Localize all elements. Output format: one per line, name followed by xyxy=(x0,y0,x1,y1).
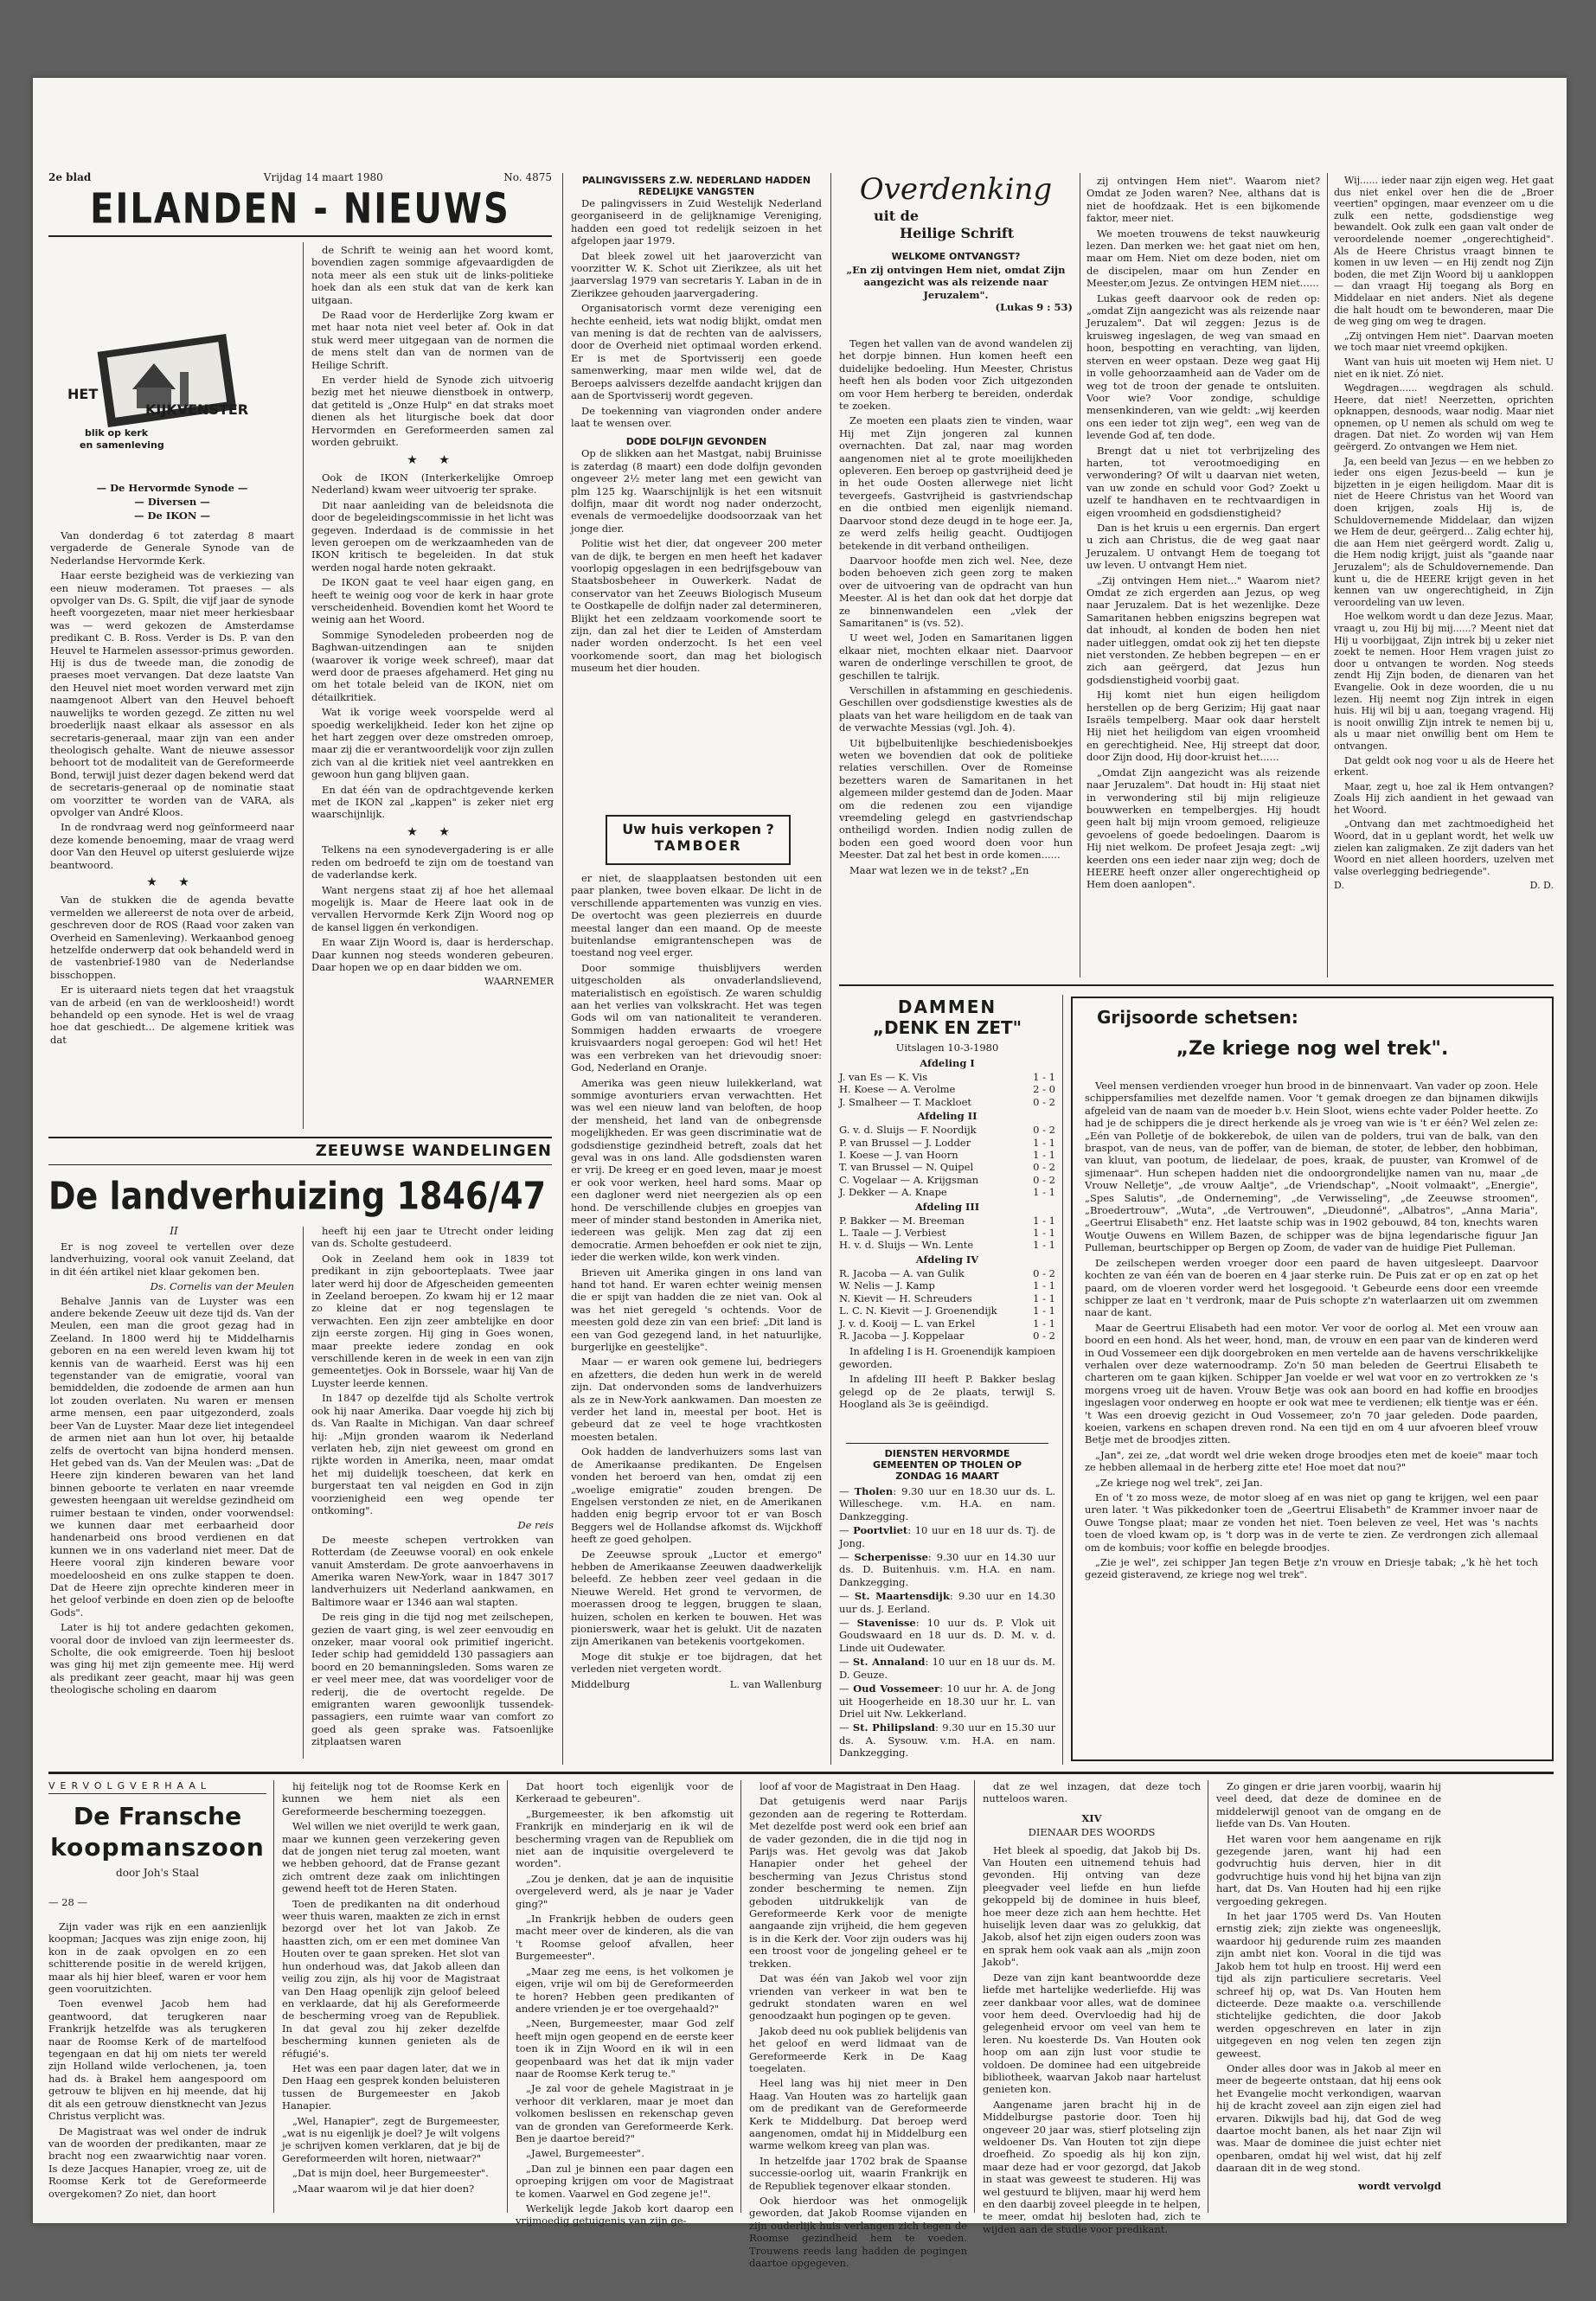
dammen-result-row xyxy=(839,1161,1055,1173)
paragraph: Uit bijbelbuitenlijke beschiedenisboekjes weten we bovendien dat ook de politieke relaties verschillen. Over de Romeinse bezetters waren de Samaritanen in het algemeen milder gestemd dan de Joden. Maar om die redenen zou een vijandige vreemdeling gelegd en gastvriendschap ontheiligd worden. Indien nodig zullen de boden een goed woord doen voor hun Meester. Dat zal het best in orde komen...... xyxy=(839,736,1073,862)
paragraph: Verschillen in afstamming en geschiedenis. Geschillen over godsdienstige kwesties als de plaats van het ware heiligdom en de taak van de verwachte Messias (vgl. Joh. 4). xyxy=(839,683,1073,734)
dammen-pairing: J. v. d. Kooij — L. van Erkel xyxy=(839,1317,976,1330)
dammen-score: 0 - 2 xyxy=(1033,1095,1055,1108)
paragraph: zij ontvingen Hem niet". Waarom niet? Omdat ze Joden waren? Nee, althans dat is niet de hoofdzaak. Het is een bijkomende faktor, meer niet. xyxy=(1086,175,1320,225)
paragraph: Werkelijk legde Jakob kort daarop een vrijmoedig getuigenis van zijn ge- xyxy=(516,2202,734,2227)
fransche-col3 xyxy=(516,1780,734,2230)
overdenking-col1 xyxy=(839,337,1073,879)
dammen-pairing: I. Koese — J. van Hoorn xyxy=(839,1149,958,1162)
dammen-results xyxy=(839,1057,1055,1342)
dammen-pairing: L. C. N. Kievit — J. Groenendijk xyxy=(839,1304,997,1317)
chapter-title: DIENAAR DES WOORDS xyxy=(1028,1826,1156,1839)
paragraph: Dit naar aanleiding van de beleidsnota die door de begeleidingscommissie in het licht was gegeven. Inderdaad is de commissie in het leven geroepen om de werkzaamheden van de IKON kritisch te begeleiden. In dat stuk werden nogal harde noten gekraakt. xyxy=(311,498,554,574)
paragraph: „Burgemeester, ik ben afkomstig uit Frankrijk en minderjarig en ik wil de bescherming vragen van de Republiek om niet aan de inquisitie overgeleverd te worden". xyxy=(516,1807,734,1870)
paragraph: Ja, een beeld van Jezus — en we hebben zo ieder ons eigen Jezus-beeld — kun je bijzetten in je eigen heiligdom. Maar dit is niet de Heere Christus van het Woord van doen krijgen, zoals Hij is, de Schuldovernemende Middelaar, dan wijzen we Hem de deur, geërgerd... Zalig echter hij, die aan Hem niet geërgerd wordt. Zalig u, die Hem nodig krijgt, juist als "gaande naar Jeruzalem"; als de Schuldovernemende. Dan kunt u, die de HEERE krijgt geven in het kennen van uw ongerechtigheid, in Zijn veroordeling van uw leven. xyxy=(1334,455,1554,608)
logo-het: HET xyxy=(67,386,99,402)
service-place: Scherpenisse xyxy=(854,1551,928,1564)
diensten-title-3: ZONDAG 16 MAART xyxy=(895,1471,999,1482)
dammen-pairing: C. Vogelaar — A. Krijgsman xyxy=(839,1173,979,1186)
fransche-col4 xyxy=(749,1780,967,2272)
paragraph: Maar — er waren ook gemene lui, bedriegers en afzetters, die deden hun werk in de wereld zijn. Dat ondervonden soms de landverhuizers als ze in New-York aankwamen. Dan moesten ze verder het land in, meestal per boot. Het is gebeurd dat ze veel te hoge vrachtkosten moesten betalen. xyxy=(571,1356,822,1443)
dammen-section xyxy=(839,997,1055,1413)
dammen-score: 1 - 1 xyxy=(1033,1292,1055,1304)
dammen-section-heading: Afdeling II xyxy=(917,1110,977,1123)
dammen-title: DAMMEN xyxy=(897,997,997,1017)
dammen-score: 0 - 2 xyxy=(1033,1173,1055,1186)
diensten-section xyxy=(839,1448,1055,1761)
paragraph: In afdeling III heeft P. Bakker beslag gelegd op de 2e plaats, terwijl S. Hoogland als 3e is geëindigd. xyxy=(839,1373,1055,1410)
paragraph: Zijn vader was rijk en een aanzienlijk koopman; Jacques was zijn enige zoon, hij kon in de zaak opvolgen en zo een schitterende positie in de wereld krijgen, maar als hij hier bleef, waren er voor hem geen vooruitzichten. xyxy=(48,1920,266,1996)
paragraph: De zeilschepen werden vroeger door een paard de haven uitgesleept. Daarvoor kochten ze van één van de boeren en 4 jaar sterke ruin. De Puis zat er op en zat op het paard, om de vloeren vorder werd het losgegooid. 't Gebeurde eens door een vreemde schipper ze laat en 't verdronk, maar de Puis schopte z'n waterlaarzen uit om zwemmen naar de kant. xyxy=(1085,1256,1538,1319)
signoff-place: Middelburg xyxy=(571,1677,631,1690)
dammen-result-row xyxy=(839,1239,1055,1251)
subhead-synode: — De Hervormde Synode — xyxy=(96,482,248,494)
paragraph: Lukas geeft daarvoor ook de reden op: „omdat Zijn aangezicht was als reizende naar Jeruzalem". Dat wil zeggen: Jezus is de kruisweg ingeslagen, de weg van smaad en hoon, bespotting en verachting, van lijden, sterven en weer opstaan. Deze weg gaat Hij in volle gehoorzaamheid aan de Vader om de weg tot de troon der genade te ontsluiten. Voor wie? Voor zondige, schuldige mensenkinderen, van wie geldt: „wij keerden ons een ieder tot zijn weg", een weg van de levende God af, ten dode. xyxy=(1086,292,1320,442)
church-service-item: — St. Philipsland: 9.30 uur en 15.30 uur ds. A. Sysouw. v.m. H.A. en nam. Dankzegging. xyxy=(839,1721,1056,1759)
signatures xyxy=(1334,880,1554,892)
paragraph: er niet, de slaapplaatsen bestonden uit een paar planken, twee boven elkaar. De licht in de verschillende appartementen was vunzig en vies. De overtocht was geen plezierreis en duurde meestal langer dan een maand. Op de meeste buitenlandse emigrantenschepen was de toestand nog veel erger. xyxy=(571,872,822,959)
paragraph: Wegdragen...... wegdragen als schuld. Heere, dat niet! Neerzetten, oprichten opknappen, desnoods, waar nodig. Maar niet opnemen, op U nemen als schuld om weg te dragen. Dat niet. Zo worden wij van Hem geërgerd. Zo ontvangen we Hem niet. xyxy=(1334,382,1554,453)
paragraph: En of 't zo moss weze, de motor sloeg af en was niet op gang te krijgen, wel een paar uren later. 't Was pikkedonker toen de „Geertrui Elisabeth" de Krammer invoer naar de Ouwe Tongse plaat; maar ze vonden het niet. Toen beleven ze veel, Het was 's nachts toen de vloed kwam op, is 't dorp was in de verte te zien. Ze verdrongen zich allemaal om de kombuis; voor koffie en belegde broodjes. xyxy=(1085,1491,1538,1554)
paragraph: Ook hadden de landverhuizers soms last van de Amerikaanse predikanten. De Engelsen vonden het beroerd van hen, omdat zij een „woelige emigratie" zouden brengen. De Engelsen verstonden ze niet, en de Amerikanen hadden enig begrip ervoor tot er van Bosch Beggers wel de Hollandse afkomst ds. Wijckhoff heeft ze goed geholpen. xyxy=(571,1445,822,1546)
paragraph: hij feitelijk nog tot de Roomse Kerk en kunnen we hem niet als een Gereformeerde bescherming toezeggen. xyxy=(282,1780,500,1817)
paragraph: Ook hierdoor was het onmogelijk geworden, dat Jakob Roomse vijanden en zijn ouderlijk huis verlangen zich tegen de Roomse gezindheid hem te voeden. Trouwens reeds lang hadden de pogingen daartoe opgegeven. xyxy=(749,2195,967,2270)
dammen-section-heading: Afdeling I xyxy=(920,1057,975,1069)
dammen-result-row xyxy=(839,1137,1055,1149)
issue-number: No. 4875 xyxy=(503,171,552,183)
paragraph: „Je zal voor de gehele Magistraat in je verhoor dit verklaren, maar je moet dan volkomen beslissen en rekenschap geven van de gronden van Gereformeerde Kerk. Ben je daartoe bereid?" xyxy=(516,2082,734,2144)
subhead-ikon: — De IKON — xyxy=(134,510,210,522)
paragraph: „Dat is mijn doel, heer Burgemeester". xyxy=(292,2167,489,2180)
paragraph: De Zeeuwse sprouk „Luctor et emergo" hebben de Amerikaanse Zeeuwen daadwerkelijk beleefd. Ze hebben zeer veel gedaan in die Nieuwe Wereld. Het grond te vervormen, de moerassen droog te leggen, bruggen te slaan, huizen, scholen en kerken te bouwen. Het was pionierswerk, waar het is gelukt. Uit de nazaten zijn Amerikanen van betekenis voortgekomen. xyxy=(571,1548,822,1648)
paragraph: Daarvoor hoofde men zich wel. Nee, deze boden behoeven zich geen zorg te maken over de uitvoering van de opdracht van hun Meester. Al is het dan ook dat het dorpje dat ze binnenwandelen een „vlek der Samaritanen" is (vs. 52). xyxy=(839,554,1073,629)
paragraph: Want van huis uit moeten wij Hem niet. U niet en ik niet. Zó niet. xyxy=(1334,356,1554,380)
paragraph: Jakob deed nu ook publiek belijdenis van het geloof en werd lidmaat van de Gereformeerde Kerk in De Kaag toegelaten. xyxy=(749,2024,967,2074)
service-text: 9.30 uur en 14.30 uur ds. D. Buitenhuis. v.m. H.A. en nam. Dankzegging. xyxy=(839,1551,1056,1588)
dammen-result-row xyxy=(839,1317,1055,1330)
dammen-score: 1 - 1 xyxy=(1033,1227,1055,1240)
service-text: 10 uur en 18 uur ds. Tj. de Jong. xyxy=(839,1524,1056,1549)
paragraph: Brengt dat u niet tot verbrijzeling des harten, tot verootmoediging en verwondering? Of wilt u daarvan niet weten, van uw zonde en schuld voor God? Zoekt u uzelf te handhaven en te rechtvaardigen in eigen vroomheid en godsdienstigheid? xyxy=(1086,444,1320,519)
service-text: 9.30 uur en 14.30 uur ds. J. Eerland. xyxy=(839,1590,1056,1615)
dammen-result-row xyxy=(839,1292,1055,1304)
dammen-pairing: P. van Brussel — J. Lodder xyxy=(839,1136,971,1149)
paragraph: En waar Zijn Woord is, daar is herderschap. Daar kunnen nog steeds wonderen gebeuren. Daar hopen we op en daar bidden we om. xyxy=(311,936,554,973)
paragraph: „Zie je wel", zei schipper Jan tegen Betje z'n vrouw en Driesje tabak; „'k hè het toch gezeid gisteravend, ze kriege nog wel trek". xyxy=(1085,1556,1538,1581)
ad-line1: Uw huis verkopen ? xyxy=(622,821,774,837)
paragraph: Dat hoort toch eigenlijk voor de Kerkeraad te gebeuren". xyxy=(516,1780,734,1805)
sign-left: D. xyxy=(1334,880,1344,892)
paragraph: Veel mensen verdienden vroeger hun brood in de binnenvaart. Van vader op zoon. Hele schippersfamilies met dezelfde namen. Voor 't gemak droegen ze dan bijnamen dikwijls afgeleid van de naam van de moeder b.v. Hein Sloot, wiens echte vader Polder heette. Zo had je de schippers die je direct herkende als je vroeg van wie is 't er één? Wel zelen ze: „Eén van Polletje of de bokkerebok, de uilen van de polders, trui van de balk, van den braspot, van de neus, van de poffer, van de bieman, de stoter, de lebber, den hobbiman, van kluut, van pootum, de liedelaar, de poes, kraak, de puuster, van Kromwel of de sjimenaar". Hun schepen hadden niet die ondoorgrondelijke namen van nu, maar „de Vrouw Nelletje", „de vrouw Aaltje", „de Vriendschap", „Nooit volmaakt", „Energie", „Spes Salutis", „de Onderneming", „de Verwisseling", „de Zeeuwse stroomen", „Broedertrouw", „Wuta", „de Vertrouwen", „Dieudonné", „Albatros", „Anna Maria", „Geertrui Elisabeth" enz. Het laatste schip was in 1902 gebouwd, 84 ton, knechts waren Woutje Ouwens en Willem Bazen, de schipper was de bijna legendarische figuur Jan Pulleman, beurtschipper op Bergen op Zoom, de vader van de huidige Piet Pulleman. xyxy=(1085,1080,1538,1254)
paragraph: In afdeling I is H. Groenendijk kampioen geworden. xyxy=(839,1345,1055,1370)
dammen-score: 2 - 0 xyxy=(1033,1083,1055,1096)
wandelingen-part: II xyxy=(170,1225,178,1237)
paragraph: Het bleek al spoedig, dat Jakob bij Ds. Van Houten een uitnemend tehuis had gevonden. Hij ontving van deze pleegvader veel liefde en hun liefde gekoppeld bij de dominee in huis bleef, hoe meer deze zich aan hem hechtte. Het huiselijk leven daar was zo gelukkig, dat Jakob, alsof het zijn eigen ouders zoon was en sprak hem ook vaak aan als „mijn zoon Jakob". xyxy=(983,1843,1201,1969)
paragraph: „Ze kriege nog wel trek", zei Jan. xyxy=(1095,1476,1263,1489)
overdenking-sub2: Heilige Schrift xyxy=(900,225,1015,241)
kijkvenster-logo xyxy=(50,337,292,467)
paragraph: „Jawel, Burgemeester". xyxy=(526,2147,644,2160)
church-service-item: — St. Maartensdijk: 9.30 uur en 14.30 uur ds. J. Eerland. xyxy=(839,1590,1056,1615)
dammen-pairing: L. Taale — J. Verbiest xyxy=(839,1227,946,1240)
fransche-col6 xyxy=(1216,1780,1441,2192)
paragraph: „Maar zeg me eens, is het volkomen je eigen, vrije wil om bij de Gereformeerden te horen? Hebben geen predikanten of andere vrienden je er toe overgehaald?" xyxy=(516,1965,734,2015)
grijsoorde-title: „Ze kriege nog wel trek". xyxy=(1176,1038,1449,1060)
dammen-pairing: J. Dekker — A. Knape xyxy=(839,1186,947,1199)
overdenking-col3 xyxy=(1334,175,1554,892)
service-place: Oud Vossemeer xyxy=(853,1682,940,1695)
kijkvenster-subheads xyxy=(50,480,294,523)
paragraph: Maar, zegt u, hoe zal ik Hem ontvangen? Zoals Hij zich aandient in het gewaad van het Woord. xyxy=(1334,780,1554,816)
newspaper-page xyxy=(33,78,1567,2270)
service-place: Tholen xyxy=(854,1485,894,1497)
dammen-result-row xyxy=(839,1124,1055,1136)
paragraph: Aangename jaren bracht hij in de Middelburgse pastorie door. Toen hij ongeveer 20 jaar was, stierf plotseling zijn weldoener Ds. Van Houten tot zijn diepe droefheid. Zo spoedig als hij kon zijn, maar deze had er voor gezorgd, dat Jakob in staat was geweest te studeren. Hij was wel gestuurd te blijven, maar hij werd hem en den daarbij zoveel pleegde in te helpen, te meer, omdat hij besloten had, zich te wijden aan de studie voor predikant. xyxy=(983,2098,1201,2235)
paragraph: Haar eerste bezigheid was de verkiezing van een nieuw moderamen. Tot praeses — als opvolger van Ds. G. Spilt, die vijf jaar de synode heeft voorgezeten, maar niet meer herkiesbaar was — werd gekozen de Amsterdamse predikant C. B. Ross. Verder is Ds. P. van den Heuvel te Harmelen assessor-primus geworden. Hij is dus de tweede man, die zonodig de praeses moet vervangen. Dat deze laatste Van den Heuvel niet moet worden verward met zijn naamgenoot Albert van den Heuvel behoeft nauwelijks te worden gezegd. Ze zitten nu wel broederlijk naast elkaar als assessor en als secretaris-generaal, maar zijn van een ander theologisch gehalte. Want de nieuwe assessor behoort tot de modaliteit van de Gereformeerde Bond, terwijl juist dezer dagen bekend werd dat de secretaris-generaal op de nominatie staat om voorzitter te worden van de VARA, als opvolger van André Kloos. xyxy=(50,569,294,818)
church-service-item: — Tholen: 9.30 uur en 18.30 uur ds. L. Willeschege. v.m. H.A. en nam. Dankzegging. xyxy=(839,1485,1056,1522)
dammen-score: 1 - 1 xyxy=(1033,1136,1055,1149)
paragraph: Door sommige thuisblijvers werden uitgescholden als onvaderlandslievend, materialistisch en egoïstisch. Ze waren schuldig aan het verlies van volkskracht. Het was tegen Gods wil om van nationaliteit te veranderen. Sommigen hadden erwaarts de vroegere kruisvaarders nogal geroepen: God wil het! Het was een verbreken van het drievoudig snoer: God, Nederland en Oranje. xyxy=(571,961,822,1074)
church-service-item: — Oud Vossemeer: 10 uur hr. A. de Jong uit Hoogerheide en 18.30 uur hr. L. van Driel uit Nw. Lekkerland. xyxy=(839,1682,1056,1720)
paragraph: Wat ik vorige week voorspelde werd al spoedig werkelijkheid. Ieder kon het zijne op het hart zeggen over deze omstreden omroep, maar zij die er verantwoordelijk voor zijn zullen zich van al die kritiek niet veel aantrekken en gewoon hun gang blijven gaan. xyxy=(311,706,554,781)
dammen-pairing: J. van Es — K. Vis xyxy=(839,1071,928,1083)
paragraph: Moge dit stukje er toe bijdragen, dat het verleden niet vergeten wordt. xyxy=(571,1650,822,1676)
dammen-pairing: G. v. d. Sluijs — F. Noordijk xyxy=(839,1124,977,1137)
dammen-result-row xyxy=(839,1304,1055,1317)
ad-line2: TAMBOER xyxy=(654,837,742,854)
service-text: 9.30 uur en 18.30 uur ds. L. Willeschege. v.m. H.A. en nam. Dankzegging. xyxy=(839,1485,1056,1522)
paragraph: Deze van zijn kant beantwoordde deze liefde met hartelijke wederliefde. Hij was zeer dankbaar voor alles, wat de dominee voor hem deed. Overvloedig had hij de gelegenheid ervoor om veel van hem te leren. Nu koesterde Ds. Van Houten ook hoop om aan zijn lust voor studie te voldoen. De dominee had een uitgebreide bibliotheek, waarvan Jakob naar hartelust genieten kon. xyxy=(983,1971,1201,2096)
paragraph: De palingvissers in Zuid Westelijk Nederland georganiseerd in de gelijknamige Vereniging, hadden een goed tot redelijk seizoen in het afgelopen jaar 1979. xyxy=(571,197,822,247)
dammen-score: 0 - 2 xyxy=(1033,1329,1055,1342)
feuilleton-author: door Joh's Staal xyxy=(116,1867,199,1879)
dammen-score: 1 - 1 xyxy=(1033,1149,1055,1162)
paragraph: „Jan", zei ze, „dat wordt wel drie weken droge broodjes eten met de koeie" maar toch ze hebben allemaal in de herberg zitte ete! Hoe moet dat nou?" xyxy=(1085,1448,1538,1474)
paragraph: En dat één van de opdrachtgevende kerken met de IKON zal „kappen" is zeker niet erg waarschijnlijk. xyxy=(311,783,554,821)
page-number: 2e blad xyxy=(48,171,92,183)
dammen-score: 0 - 2 xyxy=(1033,1266,1055,1279)
paragraph: Ze moeten een plaats zien te vinden, waar Hij met Zijn jongeren zal kunnen overnachten. Dat zal, naar mag worden aangenomen niet al te grote moeilijkheden opleveren. Een beroep op gastvrijheid deed je in het oude Oosten allerwege niet licht tevergeefs. Gastvrijheid is gastvriendschap en die ontbied men eigenlijk niemand. Daarvoor stond deze deugd in te hoge eer. Ja, ze werd zelfs heilig geacht. Oudtijogen betekende in dit verband ontheiligen. xyxy=(839,414,1073,552)
paper-title: EILANDEN - NIEUWS xyxy=(90,185,510,234)
paragraph: Op de slikken aan het Mastgat, nabij Bruinisse is zaterdag (8 maart) een dode dolfijn gevonden ongeveer 2½ meter lang met een gewicht van plm 125 kg. Waarschijnlijk is het een witsnuit dolfijn, maar dit wordt nog nader onderzocht, evenals de vermoedelijke doodsoorzaak van het jonge dier. xyxy=(571,447,822,535)
paragraph: Heel lang was hij niet meer in Den Haag. Van Houten was zo hartelijk gaan om de predikant van de Gereformeerde Kerk te Middelburg. Dat beroep werd aangenomen, omdat hij in Middelburg een warme welkom kreeg van plan was. xyxy=(749,2077,967,2152)
paragraph: Er is nog zoveel te vertellen over deze landverhuizing, vooral ook vanuit Zeeland, dat in dit één artikel niet klaar gekomen ben. xyxy=(50,1240,294,1278)
chapter-number: XIV xyxy=(1081,1811,1102,1824)
overdenking-sub1: uit de xyxy=(874,208,920,224)
diensten-title-2: GEMEENTEN OP THOLEN OP xyxy=(872,1459,1022,1471)
service-place: Stavenisse xyxy=(856,1617,916,1630)
paragraph: Politie wist het dier, dat ongeveer 200 meter van de dijk, te bergen en men heeft het kadaver voorlopig opgeslagen in een bedrijfsgebouw van Staatsbosbeheer in Ouwerkerk. Nadat de conservator van het Zeeuws Biologisch Museum te Oostkapelle de dolfijn nader zal determineren, Blijkt het een zeldzaam voorkomende soort te zijn, dan zal het dier te Leiden of Amsterdam nader worden onderzocht. Is het een veel voorkomende soort, dan mag het biologisch museum het dier houden. xyxy=(571,537,822,675)
service-text: 10 uur hr. A. de Jong uit Hoogerheide en 18.30 uur hr. L. van Driel uit Nw. Lekkerland. xyxy=(839,1682,1056,1720)
paragraph: En verder hield de Synode zich uitvoerig bezig met het nieuwe dienstboek in ontwerp, dat getiteld is „Onze Hulp" en dat straks moet dienen als het liturgische boek dat door Hervormden en Gereformeerden samen zal worden gebruikt. xyxy=(311,374,554,449)
church-service-item: — Stavenisse: 10 uur ds. P. Vlok uit Goudswaard en 18 uur ds. D. M. v. d. Linde uit Oudewater. xyxy=(839,1617,1056,1654)
dammen-score: 1 - 1 xyxy=(1033,1071,1055,1083)
overdenking-kicker: WELKOME ONTVANGST? xyxy=(891,251,1021,262)
feuilleton-title-1: De Fransche xyxy=(73,1802,242,1830)
kijkvenster-col1 xyxy=(50,529,294,1048)
service-place: St. Maartensdijk xyxy=(854,1590,950,1603)
signoff-author: L. van Wallenburg xyxy=(729,1677,822,1690)
to-be-continued: wordt vervolgd xyxy=(1358,2179,1441,2192)
paragraph: Van donderdag 6 tot zaterdag 8 maart vergaderde de Generale Synode van de Nederlandse Hervormde Kerk. xyxy=(50,529,294,567)
dammen-result-row xyxy=(839,1096,1055,1108)
paragraph: In 1847 op dezelfde tijd als Scholte vertrok ook hij naar Amerika. Daar voegde hij zich bij ds. Van Raalte in Michigan. Van daar schreef hij: „Mijn gronden waarom ik Nederland verlaten heb, zijn niet geweest om grond en rijkte worden in Amerika, neen, maar omdat het mij duidelijk toescheen, dat kerk en burgerstaat ten val neigden en God in zijn voorzienigheid een weg opende ter ontkoming". xyxy=(311,1392,554,1516)
dammen-pairing: P. Bakker — M. Breeman xyxy=(839,1214,965,1227)
paragraph: Van de stukken die de agenda bevatte vermelden we allereerst de nota over de arbeid, geschreven door de ROS (Raad voor zaken van Overheid en Samenleving). Werkaanbod genoeg hetzelfde onderwerp dat ook behandeld werd in de vastenbrief-1980 van de Nederlandse bisschoppen. xyxy=(50,894,294,981)
paragraph: Wij...... ieder naar zijn eigen weg. Het gaat dus niet enkel over hen die de „Broer veertien" opgingen, maar evenzeer om u die zulk een nette, godsdienstige weg bewandelt. Ook zulk een gaan valt onder de veroordelende noemer „ongerechtigheid". Als de Heere Christus vraagt binnen te komen in uw leven — en Hij zendt nog Zijn boden, die met Zijn Woord bij u aankloppen — dan vraagt Hij toegang als Borg en Middelaar en niet anders. Niet als degene die halt houdt om te bewonderen, maar Die de weg ging om weg te dragen. xyxy=(1334,175,1554,328)
subhead-diversen: — Diversen — xyxy=(134,496,210,508)
section-stars: ★ ★ xyxy=(146,875,198,889)
paragraph: „Zij ontvingen Hem niet..." Waarom niet? Omdat ze zich ergerden aan Jezus, op weg naar Jeruzalem. Dat is het wezenlijke. Deze Samaritanen hebben enigszins begrepen wat dat inhoudt, al konden de boden hen niet nader uitleggen, omdat ook zij het ten diepste niet verstonden. Ze hebben begrepen — en er zich aan geërgerd, dat Jezus hun godsdienstigheid voorbij gaat. xyxy=(1086,574,1320,686)
paragraph: De Raad voor de Herderlijke Zorg kwam er met haar nota niet veel beter af. Ook in dat stuk werd meer uitgegaan van de normen die de mens stelt dan van de normen van de Heilige Schrift. xyxy=(311,309,554,371)
dammen-result-row xyxy=(839,1330,1055,1342)
service-text: 9.30 uur en 15.30 uur ds. A. Sysouw. v.m. H.A. en nam. Dankzegging. xyxy=(839,1721,1056,1759)
dammen-result-row xyxy=(839,1174,1055,1186)
dammen-pairing: H. v. d. Sluijs — Wn. Lente xyxy=(839,1239,974,1252)
service-text: 10 uur en 18 uur ds. M. D. Geuze. xyxy=(839,1656,1056,1681)
paragraph: U weet wel, Joden en Samaritanen liggen elkaar niet, mochten elkaar niet. Daarvoor waren de onderlinge verschillen te groot, de geschillen te talrijk. xyxy=(839,631,1073,682)
paragraph: De meeste schepen vertrokken van Rotterdam (de Zeeuwse vooral) en ook enkele vanuit Amsterdam. De grote aanvoerhavens in Amerika waren New-York, waar in 1847 3017 landverhuizers uit Nederland aankwamen, en Baltimore waar er 1346 aan wal stapten. xyxy=(311,1533,554,1608)
church-service-item: — St. Annaland: 10 uur en 18 uur ds. M. D. Geuze. xyxy=(839,1656,1056,1681)
paragraph: Want nergens staat zij af hoe het allemaal mogelijk is. Maar de Heere laat ook in de vervallen Hervormde Kerk Zijn Woord nog op de kansel liggen én verkondigen. xyxy=(311,883,554,933)
masthead xyxy=(48,171,552,232)
paragraph: „Omdat Zijn aangezicht was als reizende naar Jeruzalem". Dat houdt in: Hij staat niet in verwondering stil bij mijn religieuze bouwwerken en tempelbergjes. Hij houdt geen halt bij mijn vroom gemoed, religieuze gevoelens of goede bedoelingen. Daarom is Hij niet welkom. De profeet Jesaja zegt: „wij keerden ons een ieder naar zijn weg; doch de HEERE heeft onzer aller ongerechtigheid op Hem doen aanlopen". xyxy=(1086,766,1320,891)
paragraph: „In Frankrijk hebben de ouders geen macht meer over de kinderen, als die van 't Roomse geloof afvallen, heer Burgemeester". xyxy=(516,1913,734,1963)
overdenking-ref: (Lukas 9 : 53) xyxy=(995,301,1073,314)
paragraph: Wel willen we niet overijld te werk gaan, maar we kunnen geen verzekering geven dat de jongen niet terug zal moeten, want we hebben gehoord, dat de Franse gezant zich omtrent deze zaak om inlichtingen gewend heeft tot de Heren Staten. xyxy=(282,1820,500,1895)
paragraph: Ook de IKON (Interkerkelijke Omroep Nederland) kwam weer uitvoerig ter sprake. xyxy=(311,471,554,497)
logo-tagline-1: blik op kerk xyxy=(85,427,149,439)
paragraph: „Ontvang dan met zachtmoedigheid het Woord, dat in u geplant wordt, het welk uw zielen kan zaligmaken. Ze zijt daders van het Woord en niet alleen hoorders, uzelven met valse overlegging bedriegende". xyxy=(1334,818,1554,877)
article-headline: PALINGVISSERS Z.W. NEDERLAND HADDEN REDELIJKE VANGSTEN xyxy=(581,175,811,197)
dammen-club: „DENK EN ZET" xyxy=(872,1017,1022,1038)
article-headline: DODE DOLFIJN GEVONDEN xyxy=(625,436,767,448)
dammen-score: 1 - 1 xyxy=(1033,1317,1055,1330)
wandelingen-title: De landverhuizing 1846/47 xyxy=(48,1174,547,1218)
dammen-result-row xyxy=(839,1071,1055,1083)
overdenking-verse: „En zij ontvingen Hem niet, omdat Zijn aangezicht was als reizende naar Jeruzalem". xyxy=(846,264,1066,301)
dammen-score: 0 - 2 xyxy=(1033,1161,1055,1174)
dammen-pairing: J. Smalheer — T. Mackloet xyxy=(839,1095,972,1108)
section-stars: ★ ★ xyxy=(407,452,458,467)
section-subhead: Ds. Cornelis van der Meulen xyxy=(150,1280,294,1293)
paragraph: De toekenning van viagronden onder andere laat te wensen over. xyxy=(571,404,822,429)
paragraph: In de rondvraag werd nog geïnformeerd naar deze komende benoeming, maar de vraag werd door Van den Heuvel op uiterst gesluierde wijze beantwoord. xyxy=(50,821,294,871)
feuilleton-kicker: VERVOLGVERHAAL xyxy=(48,1780,266,1794)
paragraph: „Dan zul je binnen een paar dagen een oproeping krijgen om voor de Magistraat te komen. Vaarwel en God zegene je!". xyxy=(516,2162,734,2200)
dammen-pairing: T. van Brussel — N. Quipel xyxy=(839,1161,974,1174)
dammen-section-heading: Afdeling III xyxy=(914,1200,980,1213)
paragraph: loof af voor de Magistraat in Den Haag. xyxy=(760,1780,960,1792)
byline: WAARNEMER xyxy=(484,976,554,988)
fransche-col2 xyxy=(282,1780,500,2197)
dammen-pairing: R. Jacoba — J. Koppelaar xyxy=(839,1329,965,1342)
paragraph: „Maar waarom wil je dat hier doen? xyxy=(292,2182,475,2195)
paragraph: „Wel, Hanapier", zegt de Burgemeester, „wat is nu eigenlijk je doel? Je wilt volgens je schrijven komen verklaren, dat je bij de Gereformeerden wilt horen, nietwaar?" xyxy=(282,2114,500,2164)
paragraph: Toen de predikanten na dit onderhoud weer thuis waren, maakten ze zich in ernst bezorgd over het lot van Jakob. Ze haastten zich, om er een met dominee Van Houten over te gaan spreken. Het slot van hun onderhoud was, dat Jakob alleen dan veilig zou zijn, als hij voor de Magistraat van Den Haag openlijk zijn geloof beleed en verklaarde, dat hij als Gereformeerde de bescherming vroeg van de Republiek. In dat geval zou hij zeker dezelfde bescherming kunnen genieten als de réfugié's. xyxy=(282,1897,500,2060)
paragraph: Maar wat lezen we in de tekst? „En xyxy=(849,863,1029,876)
church-service-item: — Poortvliet: 10 uur en 18 uur ds. Tj. de Jong. xyxy=(839,1524,1056,1549)
church-service-item: — Scherpenisse: 9.30 uur en 14.30 uur ds. D. Buitenhuis. v.m. H.A. en nam. Dankzegging. xyxy=(839,1551,1056,1588)
paragraph: De IKON gaat te veel haar eigen gang, en heeft te weinig oog voor de kerk in haar grote verscheidenheid. Bovendien komt het Woord te weinig aan het Woord. xyxy=(311,576,554,626)
paragraph: Dat bleek zowel uit het jaaroverzicht van voorzitter W. K. Schot uit Zierikzee, als uit het jaarverslag 1979 van secretaris Y. Laban in de in Zierikzee gehouden jaarvergadering. xyxy=(571,249,822,299)
paragraph: „Zou je denken, dat je aan de inquisitie overgeleverd werd, als je naar je Vader ging?" xyxy=(516,1872,734,1910)
wandelingen-kicker: ZEEUWSE WANDELINGEN xyxy=(315,1142,552,1160)
fransche-header xyxy=(48,1780,266,1908)
dammen-result-row xyxy=(839,1083,1055,1095)
issue-date: Vrijdag 14 maart 1980 xyxy=(263,171,383,183)
paragraph: Sommige Synodeleden probeerden nog de Baghwan-uitzendingen aan te snijden (waarover ik vorige week schreef), maar dat werd door de praeses afgehamerd. Het ging nu om het totale beleid van de IKON, niet om détailkritiek. xyxy=(311,628,554,703)
dammen-pairing: H. Koese — A. Verolme xyxy=(839,1083,956,1096)
paragraph: Brieven uit Amerika gingen in ons land van hand tot hand. Er waren echter weinig mensen die er spijt van hadden die ze niet van. Ook al was het niet geregeld 's ochtends. Voor de meesten gold deze zin van een brief: „Dit land is een van God gezegend land, in het natuurlijke, burgerlijke en geestelijke". xyxy=(571,1266,822,1354)
paragraph: Hij komt niet hun eigen heiligdom herstellen op de berg Gerizim; Hij gaat naar Israëls tempelberg. Maar ook daar herstelt Hij niet het heiligdom van eigen vroomheid en gerechtigheid. Nee, Hij streept dat door, door Zijn dood, Hij door-kruist het...... xyxy=(1086,689,1320,764)
tamboer-ad xyxy=(606,815,791,865)
overdenking-header xyxy=(839,171,1073,314)
dammen-score: 1 - 1 xyxy=(1033,1214,1055,1227)
section-stars: ★ ★ xyxy=(407,824,458,839)
paragraph: „Neen, Burgemeester, maar God zelf heeft mijn ogen geopend en de eerste keer toen ik in Zijn Woord en ik wil in een geopenbaard was het dat ik mijn vader naar de Roomse Kerk terug te." xyxy=(516,2017,734,2080)
dammen-date: Uitslagen 10-3-1980 xyxy=(895,1042,999,1054)
palingvissers-article xyxy=(571,175,822,677)
paragraph: Hoe welkom wordt u dan deze Jezus. Maar, vraagt u, zou Hij bij mij......? Meent niet dat Hij u voorbijgaat, Zijn intrek bij u zeker niet zoekt te nemen. Hoor Hem vragen juist zo door u ontvangen te worden. Nog steeds zendt Hij Zijn boden, de dienaren van het Evangelie. Ook in deze woorden, die u nu lezen. Hij neemt nog Zijn intrek in eigen huis. Hij wil bij u aan, toegang vragend. Hij is nooit onwillig Zijn intrek te nemen bij u, als u maar niet onwillig bent om Hem te ontvangen. xyxy=(1334,611,1554,752)
paragraph: We moeten trouwens de tekst nauwkeurig lezen. Dan merken we: het gaat niet om hen, maar om Hem. Niet om deze boden, niet om de discipelen, maar om hun Zender en Meester,om Jezus. Ze ontvingen HEM niet...... xyxy=(1086,227,1320,290)
paragraph: Ook in Zeeland hem ook in 1839 tot predikant in zijn geboorteplaats. Twee jaar later werd hij door de Afgescheiden gemeenten in Zeeland beroepen. Zo kwam hij er 12 maar zo kleine dat er nog tegenslagen te verwachten. Een zijn zeer ambtelijke en door zijn eerste zorgen. Hij ging in Goes wonen, maar preekte iedere zondag en ook verschillende keren in de week in een van zijn gemeentetjes. Ook in Borssele, waar hij Van de Luyster leerde kennen. xyxy=(311,1252,554,1389)
overdenking-title: Overdenking xyxy=(859,172,1053,207)
paragraph: Amerika was geen nieuw luilekkerland, wat sommige avonturiers ervan verwachtten. Het was wel een nieuw land van beloften, de hoop der mensheid, het land van de onbegrensde mogelijkheden. Er was geen discriminatie wat de godsdienstige gezindheid betreft, zoals dat het geval was in ons land. Alle godsdiensten waren er vrij. De kreeg er en goed leven, maar je moest er ook voor werken, heel hard soms. Maar op een dagloner werd niet neergezien als op een hond. De verschillende clubjes en groepjes van meer of minder stand bestonden in Amerika niet, iedereen was gelijk. Men zag dat zij een democratie. Armen behoefden er ook niet te zijn, ieder die werken wilde, kon werk vinden. xyxy=(571,1076,822,1264)
grijsoorde-box xyxy=(1071,997,1554,1761)
paragraph: Het waren voor hem aangename en rijk gezegende jaren, want hij had een godvruchtig huis derven, hier in dit godvruchtige huis vond hij het bijna van zijn hart, dat Ds. Van Houten had hij een rijke vergoeding gekregen. xyxy=(1216,1832,1441,1907)
dammen-result-row xyxy=(839,1215,1055,1227)
dammen-result-row xyxy=(839,1186,1055,1198)
fransche-col5 xyxy=(983,1780,1201,2238)
paragraph: De Magistraat was wel onder de indruk van de woorden der predikanten, maar ze bracht nog een zwaarwichtig naar voren. Is deze Jacques Hanapier, vroeg ze, uit de Roomse Kerk tot de Gereformeerde overgekomen? Zo niet, dan hoort xyxy=(48,2125,266,2200)
paragraph: Onder alles door was in Jakob al meer en meer de begeerte ontstaan, dat hij eens ook het Evangelie mocht verkondigen, waarvan hij de kracht zoveel aan zijn eigen ziel had ervaren. Dikwijls bad hij, dat God de weg daartoe mocht banen, als het naar Zijn wil was. Maar de dominee die juist echter niet openbaren, omdat hij wel wist, dat hij zelf daaraan dit in de weg stond. xyxy=(1216,2061,1441,2175)
dammen-pairing: N. Kievit — H. Schreuders xyxy=(839,1292,972,1304)
paragraph: Toen evenwel Jacob hem had geantwoord, dat terugkeren naar Frankrijk hetzelfde was als terugkeren naar de Roomse Kerk of de martelfood tegengaan en dat hij om niets ter wereld zijn Holland wilde verlochenen, ja, toen had ds. à Brakel hem aangespoord om getrouw te blijven en hij meende, dat hij dit als een getrouw dienstknecht van Jezus Christus verplicht was. xyxy=(48,1997,266,2123)
overdenking-col2 xyxy=(1086,175,1320,894)
dammen-result-row xyxy=(839,1227,1055,1239)
paragraph: Telkens na een synodevergadering is er alle reden om bedroefd te zijn om de toestand van de vaderlandse kerk. xyxy=(311,843,554,881)
diensten-list xyxy=(839,1485,1055,1759)
paragraph: de Schrift te weinig aan het woord komt, bovendien zagen sommige afgevaardigden de nota meer als een stuk uit de links-politieke hoek dan als een stuk dat van de kerk kan uitgaan. xyxy=(311,244,554,306)
dammen-score: 1 - 1 xyxy=(1033,1279,1055,1292)
paragraph: Dan is het kruis u een ergernis. Dan ergert u zich aan Christus, die de weg gaat naar Jeruzalem. U ontvangt Hem de toegang tot uw leven. U ontvangt Hem niet. xyxy=(1086,521,1320,572)
paragraph: In het jaar 1705 werd Ds. Van Houten ernstig ziek; zijn ziekte was ongeneeslijk, waardoor hij gedurende ruim zes maanden zijn ambt niet kon. Vooral in die tijd was Jakob hem tot hulp en troost. Hij werd een tijd als zijn particuliere secretaris. Veel schreef hij op, wat Ds. Van Houten hem dicteerde. Deze maakte o.a. verschillende stichtelijke gedichten, die door Jakob werden opgeschreven en later in zijn uitgegeven en nog velen ten zegen zijn geweest. xyxy=(1216,1910,1441,2060)
paragraph: Zo gingen er drie jaren voorbij, waarin hij veel deed, dat deze de dominee en de middelerwijl genoot van de omgang en de liefde van Ds. Van Houten. xyxy=(1216,1780,1441,1830)
dammen-score: 1 - 1 xyxy=(1033,1304,1055,1317)
feuilleton-title-2: koopmanszoon xyxy=(50,1833,265,1862)
logo-kijkvenster: KIJKVENSTER xyxy=(145,401,249,418)
wandelingen-col2 xyxy=(311,1225,554,1751)
paragraph: Dat getuigenis werd naar Parijs gezonden aan de regering te Rotterdam. Met dezelfde post werd ook een brief aan de vader gezonden, die in die tijd nog in Parijs was. Het gevolg was dat Jakob Hanapier onder het geheel der bescherming van Jezus Christus stond zonder bescherming te nemen. Zijn geboden uitdrukkelijk van de Gereformeerde Kerk voor de menigte aangaande zijn vrijheid, die hem gegeven is in die Kerk der. Voor zijn ouders was hij een troost voor de jongeling geheel er te trekken. xyxy=(749,1795,967,1970)
dammen-result-row xyxy=(839,1149,1055,1161)
service-place: St. Annaland xyxy=(852,1656,926,1669)
signoff xyxy=(571,1678,822,1690)
paragraph: „Zij ontvingen Hem niet". Daarvan moeten we toch maar niet vreemd opkijken. xyxy=(1334,330,1554,354)
dammen-result-row xyxy=(839,1267,1055,1279)
dammen-section-heading: Afdeling IV xyxy=(915,1253,979,1266)
service-place: St. Philipsland xyxy=(852,1721,936,1734)
logo-tagline-2: en samenleving xyxy=(80,439,164,451)
landverhuizing-continued xyxy=(571,872,822,1690)
service-place: Poortvliet xyxy=(853,1524,908,1537)
paragraph: De reis ging in die tijd nog met zeilschepen, gezien de vaart ging, is wel zeer eenvoudig en onzeker, maar vooral ook primitief ingericht. Ieder schip had gemiddeld 130 passagiers aan boord en 20 bemanningsleden. Soms waren ze er veel meer mee, dat was voordeliger voor de rederij, die de overtocht regelde. De emigranten waren gewoonlijk tussendek-passagiers, een ruimte waar van comfort zo goed als geen sprake was. Fatsoenlijke zitplaatsen waren xyxy=(311,1611,554,1748)
dammen-pairing: R. Jacoba — A. van Gulik xyxy=(839,1266,965,1279)
paragraph: In hetzelfde jaar 1702 brak de Spaanse successie-oorlog uit, waarin Frankrijk en de Republiek tegenover elkaar stonden. xyxy=(749,2154,967,2192)
paragraph: Het was een paar dagen later, dat we in Den Haag een gesprek konden beluisteren tussen de Burgemeester en Jakob Hanapier. xyxy=(282,2061,500,2112)
paragraph: Organisatorisch vormt deze vereniging een hechte eenheid, iets wat nodig blijkt, omdat men van mening is dat de rechten van de aalvissers, door de Overheid niet optimaal worden erkend. Er is met de Sportvisserij een goede samenwerking, maar men wilde wel, dat de Beroeps aalvissers dezelfde aandacht krijgen dan aan de Sportvisserij wordt gegeven. xyxy=(571,302,822,402)
dammen-score: 1 - 1 xyxy=(1033,1186,1055,1199)
paragraph: heeft hij een jaar te Utrecht onder leiding van ds. Scholte gestudeerd. xyxy=(311,1225,554,1250)
kijkvenster-col2 xyxy=(311,244,554,989)
diensten-title-1: DIENSTEN HERVORMDE xyxy=(884,1448,1010,1459)
paragraph: Tegen het vallen van de avond wandelen zij het dorpje binnen. Hun komen heeft een duidelijke bedoeling. Hun Meester, Christus heeft hen als boden voor Zich uitgezonden om voor Hem herberg te bereiden, onderdak te zoeken. xyxy=(839,337,1073,413)
paragraph: Er is uiteraard niets tegen dat het vraagstuk van de arbeid (en van de werkloosheid!) wordt behandeld op een synode. Het is wel de vraag hoe dat geschiedt... De algemene kritiek was dat xyxy=(50,984,294,1046)
grijsoorde-kicker: Grijsoorde schetsen: xyxy=(1097,1007,1298,1028)
paragraph: Dat was één van Jakob wel voor zijn vrienden van verkeer in wat ben te gedrukt stondaten waren en wel genoodzaakt hun pogingen op te geven. xyxy=(749,1972,967,2022)
dammen-score: 1 - 1 xyxy=(1033,1239,1055,1252)
sign-right: D. D. xyxy=(1529,880,1554,892)
dammen-pairing: W. Nelis — J. Kamp xyxy=(839,1279,935,1292)
paragraph: Later is hij tot andere gedachten gekomen, vooral door de invloed van zijn leermeester ds. Scholte, die ook emigreerde. Toen hij besloot was ging hij met zijn gemeente mee. Hij werd als predikant zeer geacht, maar hij was geen theologische scholing en daarom xyxy=(50,1621,294,1696)
section-subhead: De reis xyxy=(517,1519,554,1532)
paragraph: Maar de Geertrui Elisabeth had een motor. Ver voor de oorlog al. Met een vrouw aan boord en een hond. Als het weer, hond, man, de vrouw en een paar van de kinderen werd in Oud Vossemeer een dijk doorgebroken en men vertelde aan de havens verschrikkelijke verhalen over deze waternoodramp. Zo'n 50 man beleden de Geertrui Elisabeth te charteren om te gaan kijken. Schipper Jan voelde er wel wat voor en zo vertrokken ze 's morgens vroeg uit de haven. Vrouw Betje was ook aan boord en had koffie en broodjes ingeslagen voor onderweg en hoopte er ook wat mee te verdienen; elk tientje was er één. 't Was een droevig gezicht in Oud Vossemeer, zo'n 70 jaar geleden. Dode paarden, koeien, varkens en schapen dreven rond. Na een tijd en om 4 uur afvoeren bleef vrouw Betje met de broodjes zitten. xyxy=(1085,1321,1538,1446)
dammen-score: 0 - 2 xyxy=(1033,1124,1055,1137)
paragraph: Dat geldt ook nog voor u als de Heere het erkent. xyxy=(1334,754,1554,779)
fransche-col1 xyxy=(48,1920,266,2202)
paragraph: Behalve Jannis van de Luyster was een andere bekende Zeeuw uit deze tijd ds. Van der Meulen, een man die groot gezag had in Zeeland. In 1800 werd hij te Middelharnis geboren en na een wereld leven kwam hij tot kennis van de waarheid. Eerst was hij een tegenstander van de emigratie, vooral van bemiddelden, die zodoende de armen aan hun lot zouden overlaten. Nu waren er mensen arme mensen, een paar uitgezonderd, zoals beer Van de Luyster. Maar deze liet integendeel de armen niet aan hun lot over, hij betaalde zelfs de overtocht van bijna honderd mensen. Het gebed van ds. Van der Meulen was: „Dat de Heere zijn kinderen bewaren van het land binnen geboorte te verlaten en naar vreemde gewesten heengaan uit wereldse gezindheid om ruimer bestaan te vinden, onder voorwendsel: we kunnen daar met eerbaarheid door handenarbeid ons brood verdienen en dat kunnen we in ons vaderland niet meer. Dat de Heere vooral zijn kinderen beware voor moedeloosheid en ons zulke stappen te doen. Dat de Heere zijn oprechte kinderen meer in het geloof verbinde en doen zien op de beloofte Gods". xyxy=(50,1294,294,1618)
wandelingen-col1 xyxy=(50,1240,294,1699)
feuilleton-number: — 28 — xyxy=(48,1896,87,1908)
paragraph: dat ze wel inzagen, dat deze toch nutteloos waren. xyxy=(983,1780,1201,1805)
service-text: 10 uur ds. P. Vlok uit Goudswaard en 18 uur ds. D. M. v. d. Linde uit Oudewater. xyxy=(839,1617,1056,1654)
dammen-result-row xyxy=(839,1279,1055,1292)
